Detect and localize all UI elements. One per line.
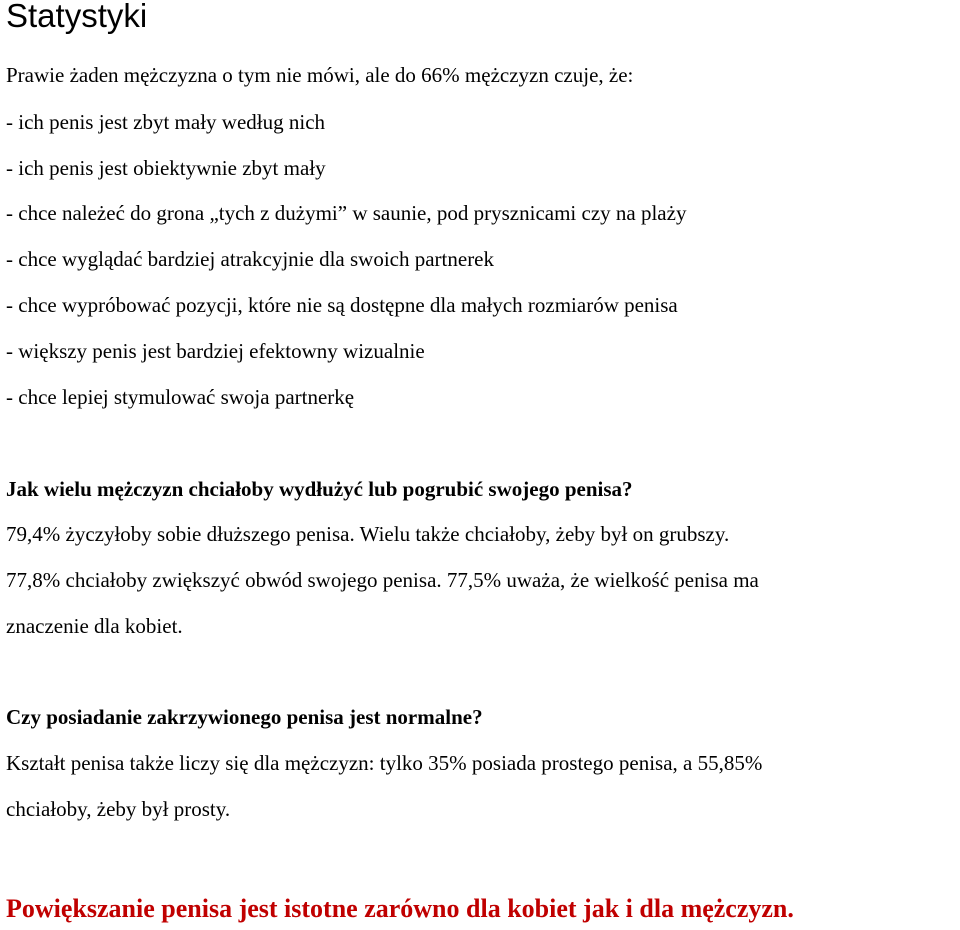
section-text: chciałoby, żeby był prosty. — [6, 797, 231, 821]
intro-item: - ich penis jest zbyt mały według nich — [6, 110, 326, 134]
section-heading: Jak wielu mężczyzn chciałoby wydłużyć lub pogrubić swojego penisa? — [6, 477, 633, 501]
page-title: Statystyki — [6, 0, 148, 34]
section-text: 77,8% chciałoby zwiększyć obwód swojego penisa. 77,5% uważa, że wielkość penisa ma — [6, 568, 759, 592]
closing-statement: Powiększanie penisa jest istotne zarówno dla kobiet jak i dla mężczyzn. — [6, 894, 794, 923]
section-text: znaczenie dla kobiet. — [6, 614, 183, 638]
intro-item: - większy penis jest bardziej efektowny wizualnie — [6, 339, 425, 363]
intro-item: - ich penis jest obiektywnie zbyt mały — [6, 156, 326, 180]
section-text: 79,4% życzyłoby sobie dłuższego penisa. Wielu także chciałoby, żeby był on grubszy. — [6, 522, 730, 546]
intro-item: - chce wyglądać bardziej atrakcyjnie dla swoich partnerek — [6, 247, 495, 271]
intro-item: - chce wypróbować pozycji, które nie są dostępne dla małych rozmiarów penisa — [6, 293, 678, 317]
intro-lead: Prawie żaden mężczyzna o tym nie mówi, ale do 66% mężczyzn czuje, że: — [6, 63, 634, 87]
section-text: Kształt penisa także liczy się dla mężczyzn: tylko 35% posiada prostego penisa, a 55,85% — [6, 751, 763, 775]
section-heading: Czy posiadanie zakrzywionego penisa jest normalne? — [6, 705, 483, 729]
intro-item: - chce należeć do grona „tych z dużymi” w saunie, pod prysznicami czy na plaży — [6, 201, 687, 225]
intro-item: - chce lepiej stymulować swoja partnerkę — [6, 385, 355, 409]
